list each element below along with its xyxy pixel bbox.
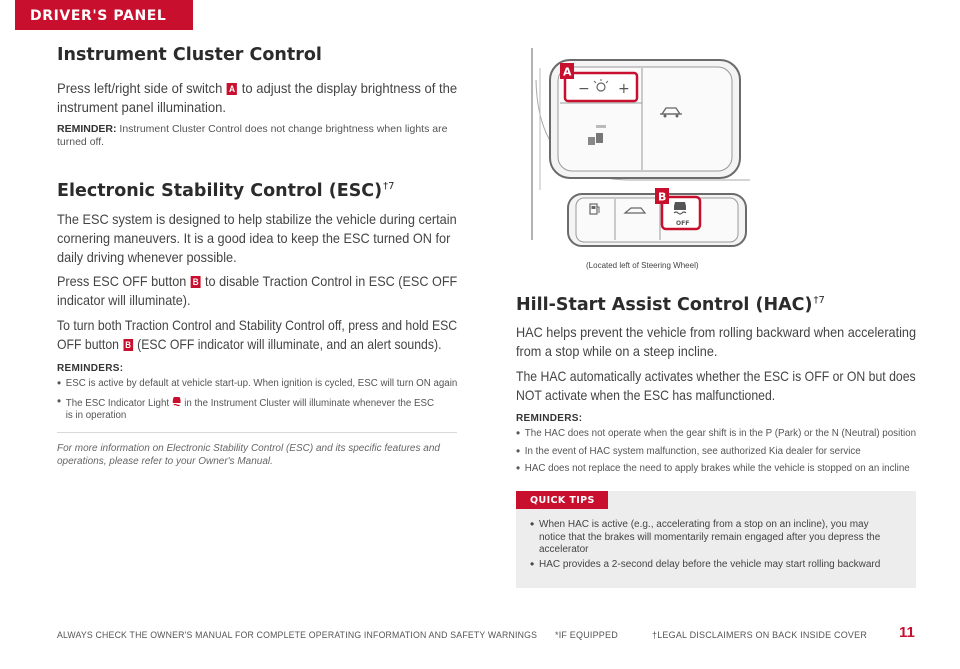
quick-tips-list <box>530 519 880 573</box>
minus-symbol: − <box>578 81 590 97</box>
badge-a: A <box>227 83 237 95</box>
icc-reminder: REMINDER: Instrument Cluster Control does not change brightness when lights are turned off. <box>57 123 448 148</box>
footer-if-equipped: *IF EQUIPPED <box>555 630 618 640</box>
figure-caption: (Located left of Steering Wheel) <box>586 261 699 270</box>
esc-para-1: The ESC system is designed to help stabilize the vehicle during certain cornering maneuvers. It is a good idea to keep the ESC turned ON for daily driving whenever possible. <box>57 211 457 265</box>
plus-symbol: + <box>618 81 630 97</box>
esc-reminders-list <box>57 378 457 428</box>
svg-text:B: B <box>658 190 667 204</box>
list-item: • The ESC Indicator Light in the Instrument Cluster will illuminate whenever the ESC is in operation <box>57 396 457 423</box>
page-number: 11 <box>899 624 915 641</box>
section-tab: DRIVER'S PANEL <box>15 0 193 30</box>
icc-body: Press left/right side of switch A to adjust the display brightness of the instrument panel illumination. <box>57 80 458 115</box>
badge-b: B <box>191 276 201 288</box>
esc-heading: Electronic Stability Control (ESC)$^{\dagger 7}$ <box>57 181 395 201</box>
hac-para-1: HAC helps prevent the vehicle from rolling backward when accelerating from a stop while on a steep incline. <box>516 324 917 359</box>
icc-heading: Instrument Cluster Control <box>57 45 322 65</box>
hac-reminders-list <box>516 428 916 481</box>
list-item: • When HAC is active (e.g., accelerating from a stop on an incline), you may notice that the brakes will momentarily remain engaged after you depress the accelerator <box>530 519 880 557</box>
switch-panel-illustration <box>510 40 760 270</box>
esc-reminders-title: REMINDERS: <box>57 363 124 374</box>
badge-b: B <box>125 340 131 350</box>
footer-safety-warning: ALWAYS CHECK THE OWNER'S MANUAL FOR COMPLETE OPERATING INFORMATION AND SAFETY WARNINGS <box>57 630 538 640</box>
hac-para-2: The HAC automatically activates whether the ESC is OFF or ON but does NOT activate when the ESC has malfunctioned. <box>516 368 916 403</box>
esc-more-info-note: For more information on Electronic Stability Control (ESC) and its specific features and operations, please refer to your Owner's Manual. <box>57 443 440 467</box>
list-item: • HAC provides a 2-second delay before the vehicle may start rolling backward <box>530 559 880 572</box>
list-item: • The HAC does not operate when the gear shift is in the P (Park) or the N (Neutral) position <box>516 428 916 441</box>
esc-off-text: OFF <box>676 220 690 227</box>
esc-para-3: To turn both Traction Control and Stability Control off, press and hold ESC OFF button B (ESC OFF indicator will illuminate, and an alert sounds). <box>57 317 458 352</box>
list-item: • In the event of HAC system malfunction, see authorized Kia dealer for service <box>516 446 916 459</box>
divider <box>57 432 457 433</box>
list-item: • ESC is active by default at vehicle start-up. When ignition is cycled, ESC will turn ON again <box>57 378 457 391</box>
esc-indicator-icon <box>172 396 182 407</box>
hac-heading: Hill-Start Assist Control (HAC)$^{\dagger 7}$ <box>516 295 825 315</box>
esc-para-2: Press ESC OFF button B to disable Traction Control in ESC (ESC OFF indicator will illuminate). <box>57 273 458 308</box>
list-item: • HAC does not replace the need to apply brakes while the vehicle is stopped on an incline <box>516 463 916 476</box>
svg-text:A: A <box>563 65 572 79</box>
footer-legal-disclaimer: †LEGAL DISCLAIMERS ON BACK INSIDE COVER <box>652 630 868 640</box>
quick-tips-label: QUICK TIPS <box>516 491 608 509</box>
hac-reminders-title: REMINDERS: <box>516 413 583 424</box>
